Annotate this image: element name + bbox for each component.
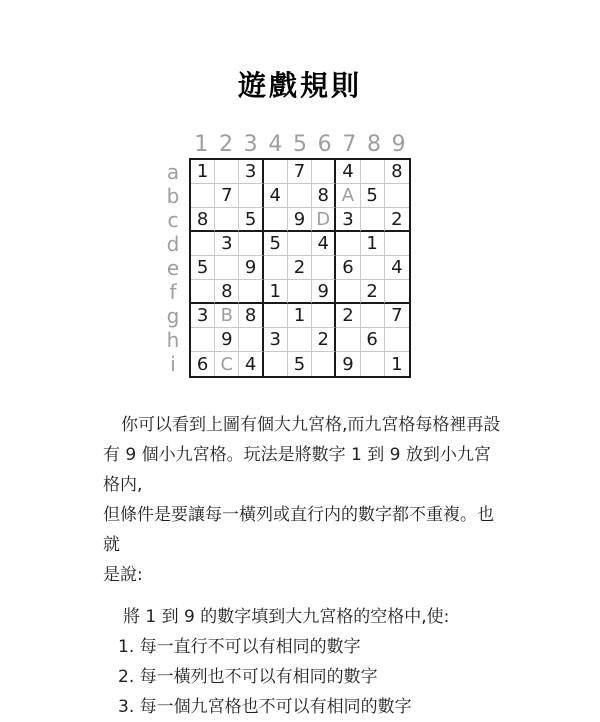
grid-cell-b8: 5 [361,184,385,208]
column-labels [189,132,411,158]
grid-cell-e1: 5 [191,256,215,280]
grid-cell-c6: D [312,208,336,232]
row-label-f: f [169,280,177,304]
grid-cell-f8: 2 [361,280,385,304]
grid-cell-f6: 9 [312,280,336,304]
grid-cell-d4: 5 [264,232,288,256]
grid-cell-f4: 1 [264,280,288,304]
grid-cell-e5: 2 [288,256,312,280]
sudoku-figure [166,132,411,378]
grid-cell-c4 [264,208,288,232]
grid-cell-g5: 1 [288,304,312,328]
grid-cell-e6 [312,256,336,280]
column-label-5: 5 [292,132,307,157]
page-title: 遊戲規則 [237,69,362,102]
rules-list [118,632,504,722]
paragraph-line-4: 是說: [103,565,143,585]
grid-cell-h1 [191,328,215,352]
paragraph-line-2: 有 9 個小九宮格。玩法是將數字 1 到 9 放到小九宮格内, [103,445,491,495]
grid-cell-i2: C [215,352,239,376]
grid-cell-g3: 8 [239,304,263,328]
column-label-8: 8 [366,132,381,157]
intro-paragraph [103,410,504,590]
row-labels [162,160,184,376]
row-label-g: g [166,304,180,328]
grid-cell-h5 [288,328,312,352]
grid-cell-f7 [336,280,360,304]
grid-cell-c5: 9 [288,208,312,232]
row-label-e: e [166,256,180,280]
grid-cell-g7: 2 [336,304,360,328]
grid-cell-e3: 9 [239,256,263,280]
column-label-1: 1 [194,132,209,157]
grid-cell-h4: 3 [264,328,288,352]
grid-cell-b3 [239,184,263,208]
row-label-d: d [166,232,180,256]
grid-cell-a7: 4 [336,160,360,184]
grid-cell-g2: B [215,304,239,328]
grid-cell-b5 [288,184,312,208]
grid-cell-h9 [385,328,409,352]
grid-cell-i6 [312,352,336,376]
grid-cell-d9 [385,232,409,256]
row-label-b: b [166,184,180,208]
grid-cell-b9 [385,184,409,208]
rule-item-1: 1. 每一直行不可以有相同的數字 [118,637,361,657]
grid-cell-a2 [215,160,239,184]
grid-cell-i7: 9 [336,352,360,376]
grid-cell-a6 [312,160,336,184]
grid-cell-d3 [239,232,263,256]
grid-cell-d5 [288,232,312,256]
row-label-i: i [170,352,176,376]
grid-cell-d8: 1 [361,232,385,256]
sudoku-board [189,158,411,378]
grid-cell-c3: 5 [239,208,263,232]
column-label-2: 2 [218,132,233,157]
grid-cell-a3: 3 [239,160,263,184]
column-label-3: 3 [243,132,258,157]
grid-cell-h7 [336,328,360,352]
grid-cell-d1 [191,232,215,256]
grid-cell-e9: 4 [385,256,409,280]
column-label-9: 9 [391,132,406,157]
rules-block [118,602,504,722]
row-label-a: a [166,160,180,184]
grid-cell-c1: 8 [191,208,215,232]
grid-cell-e4 [264,256,288,280]
grid-cell-b4: 4 [264,184,288,208]
grid-cell-d2: 3 [215,232,239,256]
grid-cell-i1: 6 [191,352,215,376]
paragraph-line-1: 你可以看到上圖有個大九宮格,而九宮格每格裡再設 [121,415,501,435]
column-label-7: 7 [342,132,357,157]
grid-cell-f1 [191,280,215,304]
grid-cell-a9: 8 [385,160,409,184]
grid-cell-b1 [191,184,215,208]
grid-cell-g1: 3 [191,304,215,328]
grid-cell-i4 [264,352,288,376]
grid-cell-e8 [361,256,385,280]
row-label-h: h [166,328,180,352]
grid-cell-f2: 8 [215,280,239,304]
grid-cell-a8 [361,160,385,184]
row-label-c: c [167,208,179,232]
grid-cell-b6: 8 [312,184,336,208]
grid-cell-i9: 1 [391,353,403,375]
grid-cell-g9: 7 [385,304,409,328]
grid-cell-e2 [215,256,239,280]
grid-cell-g6 [312,304,336,328]
grid-cell-h2: 9 [215,328,239,352]
grid-cell-d6: 4 [312,232,336,256]
grid-cell-i5: 5 [288,352,312,376]
rule-item-2: 2. 每一橫列也不可以有相同的數字 [118,667,378,687]
grid-cell-h8: 6 [361,328,385,352]
column-label-6: 6 [317,132,332,157]
paragraph-line-3: 但條件是要讓每一橫列或直行内的數字都不重複。也就 [103,505,494,555]
grid-cell-c7: 3 [336,208,360,232]
grid-cell-f5 [288,280,312,304]
rule-item-3: 3. 每一個九宮格也不可以有相同的數字 [118,697,412,717]
grid-cell-c8 [361,208,385,232]
grid-cell-h6: 2 [312,328,336,352]
column-label-4: 4 [268,132,283,157]
grid-cell-c2 [215,208,239,232]
grid-cell-g4 [264,304,288,328]
grid-cell-a4 [264,160,288,184]
grid-cell-e7: 6 [336,256,360,280]
grid-cell-a1: 1 [191,160,215,184]
grid-cell-f3 [239,280,263,304]
grid-cell-f9 [385,280,409,304]
grid-cell-d7 [336,232,360,256]
grid-cell-b7: A [336,184,360,208]
grid-cell-g8 [361,304,385,328]
grid-cell-c9: 2 [385,208,409,232]
rules-intro: 將 1 到 9 的數字填到大九宮格的空格中,使: [123,607,450,627]
grid-cell-i3: 4 [239,352,263,376]
grid-cell-a5: 7 [288,160,312,184]
grid-cell-h3 [239,328,263,352]
grid-cell-b2: 7 [215,184,239,208]
grid-cell-i8 [361,352,385,376]
